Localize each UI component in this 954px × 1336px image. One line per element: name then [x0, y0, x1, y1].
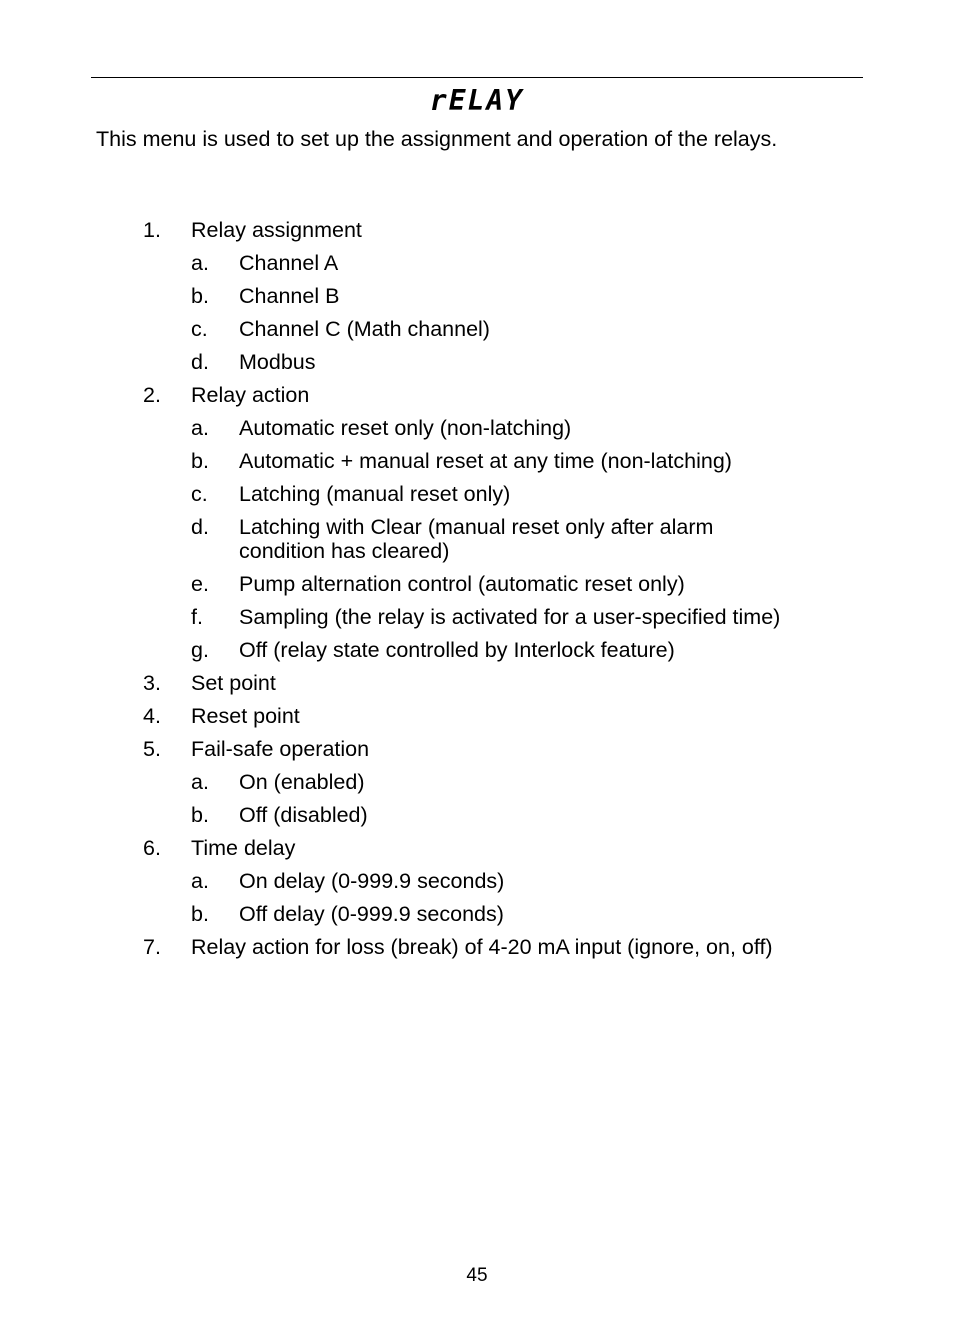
sub-list-item: [0, 803, 954, 827]
list-item-text: On (enabled): [239, 770, 365, 794]
sub-list-item: [0, 482, 954, 506]
list-item-text: Set point: [191, 671, 276, 695]
list-marker: d.: [191, 515, 209, 539]
list-item-text: Relay action: [191, 383, 310, 407]
list-item-text: Modbus: [239, 350, 316, 374]
sub-list-item: [0, 605, 954, 629]
sub-list-item: [0, 638, 954, 662]
sub-list-item: [0, 251, 954, 275]
list-item-text: Latching (manual reset only): [239, 482, 511, 506]
list-marker: a.: [191, 869, 209, 893]
list-marker: d.: [191, 350, 209, 374]
page-number: 45: [466, 1265, 488, 1286]
list-item: [0, 704, 954, 728]
list-marker: f.: [191, 605, 203, 629]
list-item-text: Automatic reset only (non-latching): [239, 416, 572, 440]
list-item-text: Off (disabled): [239, 803, 368, 827]
list-item-text: Latching with Clear (manual reset only after alarm: [239, 515, 714, 539]
list-item-text: Channel C (Math channel): [239, 317, 490, 341]
list-item-text: Sampling (the relay is activated for a user-specified time): [239, 605, 781, 629]
list-item: [0, 671, 954, 695]
sub-list-item: [0, 449, 954, 473]
sub-list-item: [0, 350, 954, 374]
list-marker: 7.: [143, 935, 161, 959]
list-item-text: Relay action for loss (break) of 4-20 mA input (ignore, on, off): [191, 935, 773, 959]
list-marker: 1.: [143, 218, 161, 242]
list-marker: 5.: [143, 737, 161, 761]
list-marker: b.: [191, 449, 209, 473]
list-item-text: Fail-safe operation: [191, 737, 370, 761]
list-item-text: Off delay (0-999.9 seconds): [239, 902, 504, 926]
list-marker: b.: [191, 803, 209, 827]
list-marker: c.: [191, 482, 208, 506]
top-rule: [91, 77, 863, 78]
list-item-text: Reset point: [191, 704, 300, 728]
list-item-text: Off (relay state controlled by Interlock feature): [239, 638, 675, 662]
list-item: [0, 836, 954, 860]
list-marker: g.: [191, 638, 209, 662]
list-marker: 4.: [143, 704, 161, 728]
list-marker: b.: [191, 284, 209, 308]
list-marker: a.: [191, 770, 209, 794]
sub-list-item: [0, 284, 954, 308]
list-item-text-continued: condition has cleared): [239, 539, 450, 563]
list-item-text: Channel B: [239, 284, 340, 308]
list-marker: c.: [191, 317, 208, 341]
intro-paragraph: This menu is used to set up the assignment and operation of the relays.: [96, 127, 778, 151]
list-item: [0, 218, 954, 242]
list-item-text: On delay (0-999.9 seconds): [239, 869, 505, 893]
sub-list-item: [0, 317, 954, 341]
sub-list-item: [0, 416, 954, 440]
settings-list: [0, 218, 954, 959]
list-item: [0, 935, 954, 959]
list-marker: 6.: [143, 836, 161, 860]
list-item: [0, 737, 954, 761]
list-item-text: Relay assignment: [191, 218, 362, 242]
list-item-text: Time delay: [191, 836, 296, 860]
sub-list-item: [0, 515, 954, 563]
list-item-text: Automatic + manual reset at any time (non-latching): [239, 449, 732, 473]
menu-heading: rELAY: [429, 84, 525, 117]
list-marker: e.: [191, 572, 209, 596]
sub-list-item: [0, 770, 954, 794]
list-item-text: Pump alternation control (automatic reset only): [239, 572, 685, 596]
list-marker: 2.: [143, 383, 161, 407]
list-marker: b.: [191, 902, 209, 926]
sub-list-item: [0, 572, 954, 596]
list-marker: 3.: [143, 671, 161, 695]
list-item-text: Channel A: [239, 251, 339, 275]
list-item: [0, 383, 954, 407]
sub-list-item: [0, 869, 954, 893]
list-marker: a.: [191, 416, 209, 440]
list-marker: a.: [191, 251, 209, 275]
sub-list-item: [0, 902, 954, 926]
